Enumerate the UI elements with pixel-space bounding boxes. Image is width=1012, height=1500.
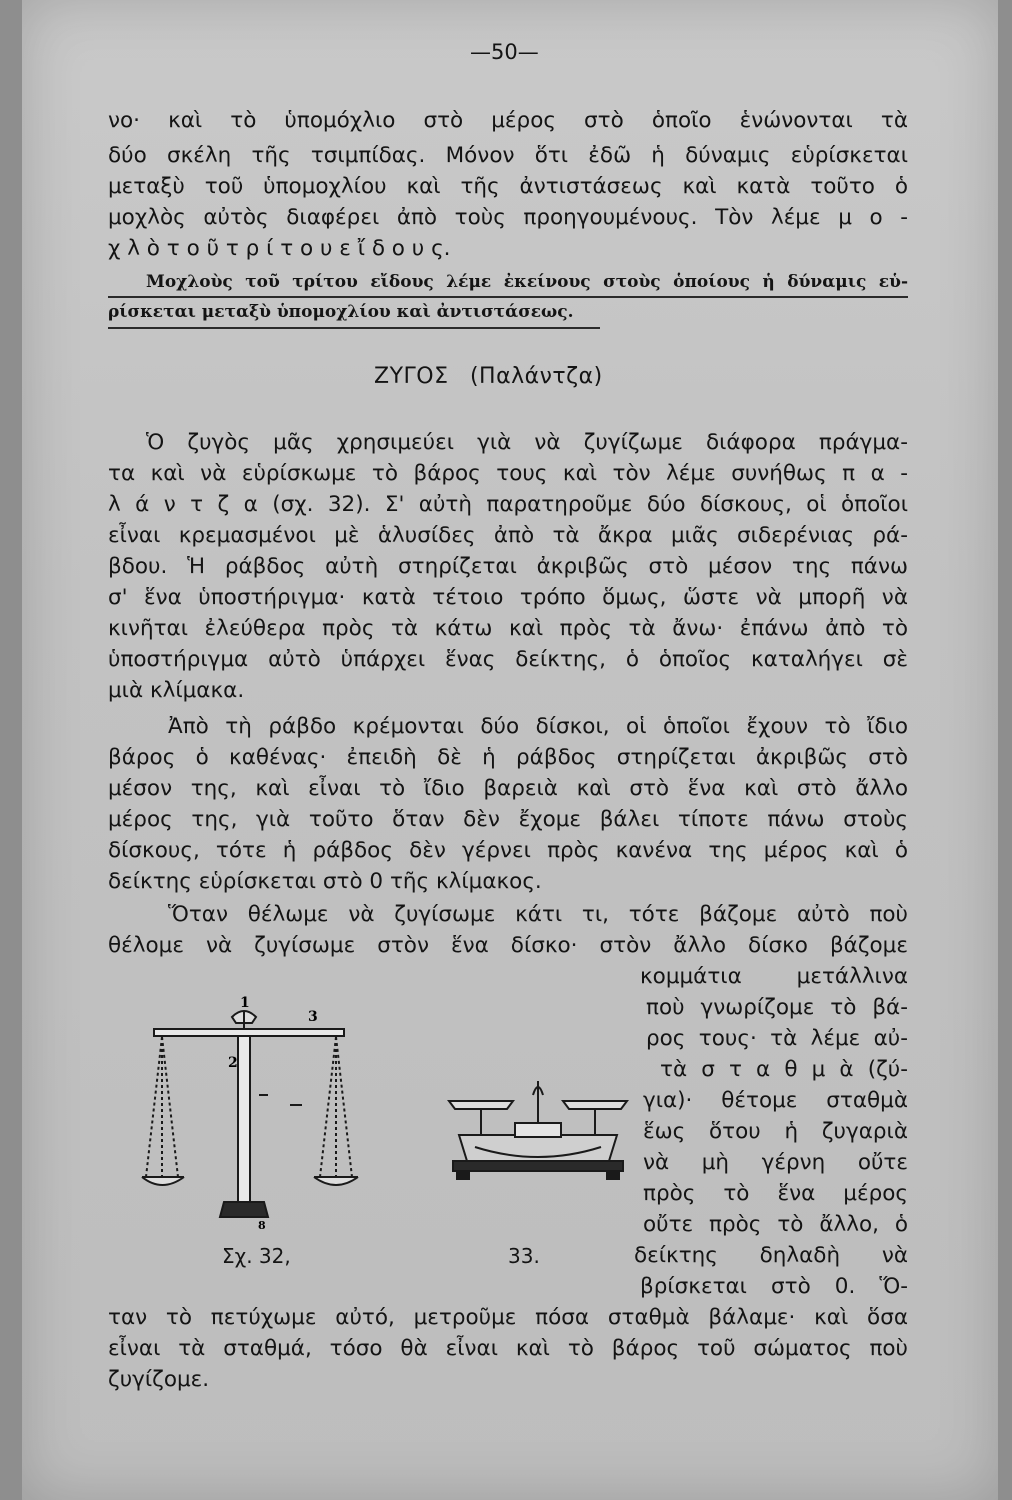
text-line: σ' ἕνα ὑποστήριγμα· κατὰ τέτοιο τρόπο ὅμως, ὥστε νὰ μπορῆ νὰ — [108, 585, 908, 610]
text-line: θέλομε νὰ ζυγίσωμε στὸν ἕνα δίσκο· στὸν ἄλλο δίσκο βάζομε — [108, 933, 908, 958]
text-line: ρος τους· τὰ λέμε αὐ- — [646, 1026, 908, 1051]
figure-label: 2 — [228, 1055, 238, 1071]
page-number: —50— — [470, 40, 539, 64]
text-line: Ἀπὸ τὴ ράβδο κρέμονται δύο δίσκοι, οἱ ὁποῖοι ἔχουν τὸ ἴδιο — [168, 714, 908, 739]
underline-rule — [108, 327, 600, 329]
text-line: χ λ ὸ τ ο ῦ τ ρ ί τ ο υ ε ἴ δ ο υ ς. — [108, 236, 451, 261]
text-line: τα καὶ νὰ εὑρίσκωμε τὸ βάρος τους καὶ τὸν λέμε συνήθως π α - — [108, 461, 908, 486]
text-line: βρίσκεται στὸ 0. Ὅ- — [640, 1274, 908, 1299]
text-line: ποὺ γνωρίζομε τὸ βά- — [646, 995, 908, 1020]
text-line: εἶναι τὰ σταθμά, τόσο θὰ εἶναι καὶ τὸ βάρος τοῦ σώματος ποὺ — [108, 1336, 908, 1361]
text-line: κινῆται ἐλεύθερα πρὸς τὰ κάτω καὶ πρὸς τὰ ἄνω· ἐπάνω ἀπὸ τὸ — [108, 616, 908, 641]
figure-33-caption: 33. — [508, 1244, 540, 1268]
text-line: νὰ μὴ γέρνη οὔτε — [643, 1150, 908, 1175]
text-line: κομμάτια μετάλλινα — [640, 964, 908, 989]
definition-line: Μοχλοὺς τοῦ τρίτου εἴδους λέμε ἐκείνους στοὺς ὁποίους ἡ δύναμις εὑ- — [146, 272, 908, 292]
figure-label: 8 — [258, 1219, 266, 1230]
text-line: Ὁ ζυγὸς μᾶς χρησιμεύει γιὰ νὰ ζυγίζωμε διάφορα πράγμα- — [146, 430, 908, 455]
text-line: τὰ σ τ α θ μ ὰ (ζύ- — [660, 1057, 908, 1082]
text-line: δείκτης δηλαδὴ νὰ — [634, 1243, 908, 1268]
figure-33-table-scale — [445, 1075, 635, 1190]
text-line: οὔτε πρὸς τὸ ἄλλο, ὁ — [643, 1212, 908, 1237]
text-line: για)· θέτομε σταθμὰ — [643, 1088, 908, 1113]
text-line: ταν τὸ πετύχωμε αὐτό, μετροῦμε πόσα σταθμὰ βάλαμε· καὶ ὅσα — [108, 1305, 908, 1330]
text-line: πρὸς τὸ ἕνα μέρος — [643, 1181, 908, 1206]
definition-line: ρίσκεται μεταξὺ ὑπομοχλίου καὶ ἀντιστάσεως. — [108, 302, 574, 322]
text-line: βάρος ὁ καθένας· ἐπειδὴ δὲ ἡ ράβδος στηρίζεται ἀκριβῶς στὸ — [108, 745, 908, 770]
text-line: εἶναι κρεμασμένοι μὲ ἁλυσίδες ἀπὸ τὰ ἄκρα μιᾶς σιδερένιας ρά- — [108, 523, 908, 548]
text-line: λ ά ν τ ζ α (σχ. 32). Σ' αὐτὴ παρατηροῦμε δύο δίσκους, οἱ ὁποῖοι — [108, 492, 908, 517]
text-line: ζυγίζομε. — [108, 1367, 210, 1392]
text-line: δείκτης εὑρίσκεται στὸ 0 τῆς κλίμακος. — [108, 869, 542, 894]
text-line: δίσκους, τότε ἡ ράβδος δὲν γέρνει πρὸς κανένα της μέρος καὶ ὁ — [108, 838, 908, 863]
figure-label: 3 — [308, 1009, 318, 1025]
text-line: μέρος της, γιὰ τοῦτο ὅταν δὲν ἔχομε βάλει τίποτε πάνω στοὺς — [108, 807, 908, 832]
text-line: ὑποστήριγμα αὐτὸ ὑπάρχει ἕνας δείκτης, ὁ ὁποῖος καταλήγει σὲ — [108, 647, 908, 672]
figure-label: 1 — [240, 995, 250, 1011]
text-line: Ὅταν θέλωμε νὰ ζυγίσωμε κάτι τι, τότε βάζομε αὐτὸ ποὺ — [168, 902, 908, 927]
figure-32-caption: Σχ. 32, — [222, 1244, 291, 1268]
text-line: μοχλὸς αὐτὸς διαφέρει ἀπὸ τοὺς προηγουμένους. Τὸν λέμε μ ο - — [108, 205, 908, 230]
text-line: μιὰ κλίμακα. — [108, 678, 245, 703]
text-line: βδου. Ἡ ράβδος αὐτὴ στηρίζεται ἀκριβῶς στὸ μέσον της πάνω — [108, 554, 908, 579]
text-line: δύο σκέλη τῆς τσιμπίδας. Μόνον ὅτι ἐδῶ ἡ δύναμις εὑρίσκεται — [108, 143, 908, 168]
text-line: μεταξὺ τοῦ ὑπομοχλίου καὶ τῆς ἀντιστάσεως καὶ κατὰ τοῦτο ὁ — [108, 174, 908, 199]
text-line: μέσον της, καὶ εἶναι τὸ ἴδιο βαρειὰ καὶ στὸ ἕνα καὶ στὸ ἄλλο — [108, 776, 908, 801]
text-line: νο· καὶ τὸ ὑπομόχλιο στὸ μέρος στὸ ὁποῖο ἑνώνονται τὰ — [108, 108, 908, 133]
text-line: ἕως ὅτου ἡ ζυγαριὰ — [643, 1119, 908, 1144]
section-heading: ΖΥΓΟΣ (Παλάντζα) — [374, 364, 603, 389]
figure-32-balance-scale — [140, 995, 370, 1230]
